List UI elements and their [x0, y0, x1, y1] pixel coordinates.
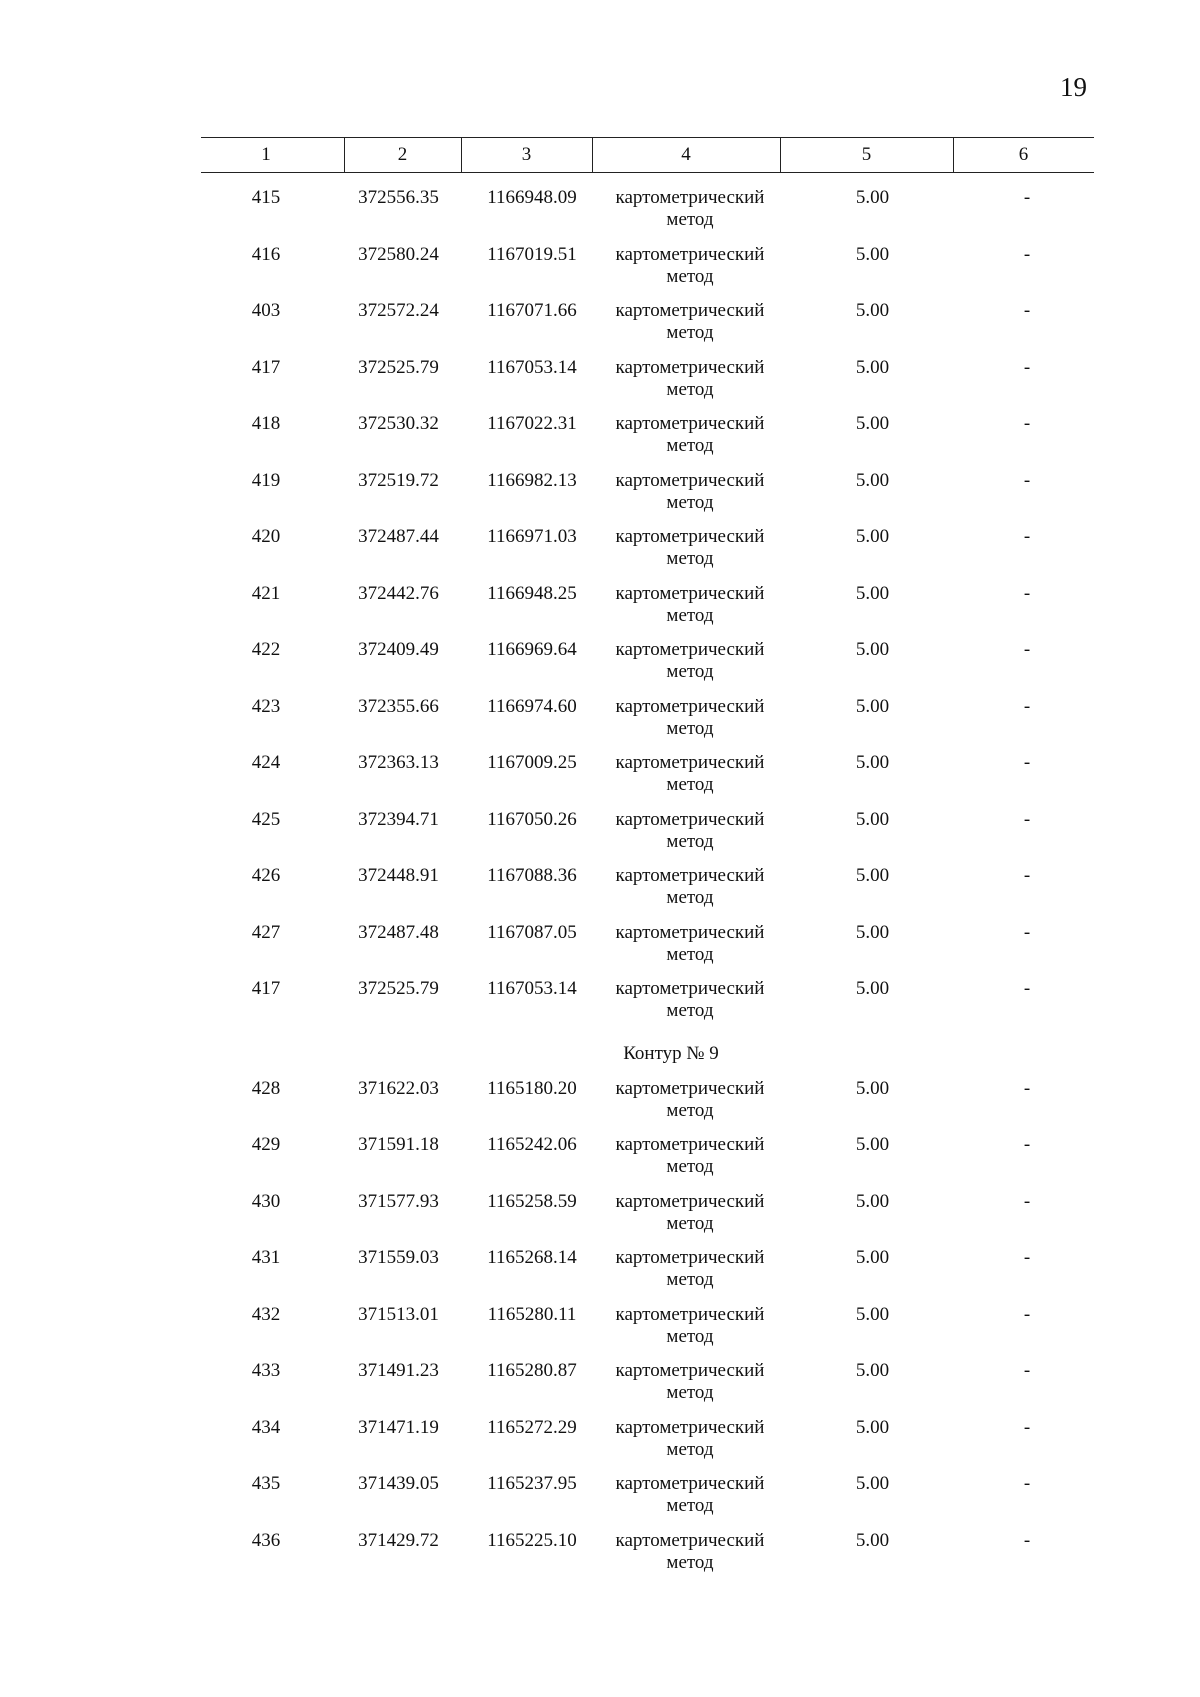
x-coordinate-cell: 372363.13: [358, 752, 439, 773]
method-cell: картометрический метод: [615, 1303, 765, 1347]
accuracy-cell: 5.00: [855, 1077, 890, 1099]
header-col-4: 4: [681, 144, 691, 165]
coordinates-table: [201, 137, 1094, 1586]
y-coordinate-cell: 1165237.95: [487, 1473, 577, 1494]
section-title: [201, 1035, 1094, 1078]
note-cell: -: [1023, 695, 1031, 717]
point-number-cell: 429: [251, 1134, 281, 1155]
y-coordinate-cell: 1166974.60: [487, 695, 577, 717]
point-number-cell: 424: [251, 752, 281, 773]
x-coordinate-cell: 371491.23: [358, 1360, 439, 1381]
point-number-cell: 425: [251, 808, 281, 830]
accuracy-cell: 5.00: [855, 1190, 890, 1212]
y-coordinate-cell: 1165242.06: [487, 1134, 577, 1155]
accuracy-cell: 5.00: [855, 526, 890, 547]
note-cell: -: [1023, 978, 1031, 999]
table-header: [201, 137, 1094, 173]
x-coordinate-cell: 372409.49: [358, 639, 439, 660]
table-row: [201, 187, 1094, 244]
section-title-text: Контур № 9: [623, 1042, 719, 1064]
x-coordinate-cell: 372487.48: [358, 921, 439, 943]
accuracy-cell: 5.00: [855, 1134, 890, 1155]
table-body: [201, 173, 1094, 1586]
point-number-cell: 432: [251, 1303, 281, 1325]
accuracy-cell: 5.00: [855, 865, 890, 886]
table-row: [201, 526, 1094, 583]
accuracy-cell: 5.00: [855, 639, 890, 660]
y-coordinate-cell: 1165272.29: [487, 1416, 577, 1438]
x-coordinate-cell: 372519.72: [358, 469, 439, 491]
method-cell: картометрический метод: [615, 356, 765, 400]
point-number-cell: 427: [251, 921, 281, 943]
note-cell: -: [1023, 526, 1031, 547]
accuracy-cell: 5.00: [855, 356, 890, 378]
point-number-cell: 419: [251, 469, 281, 491]
y-coordinate-cell: 1166948.09: [487, 187, 577, 208]
x-coordinate-cell: 371577.93: [358, 1190, 439, 1212]
y-coordinate-cell: 1166982.13: [487, 469, 577, 491]
table-row: [201, 1304, 1094, 1361]
note-cell: -: [1023, 1247, 1031, 1268]
note-cell: -: [1023, 187, 1031, 208]
method-cell: картометрический метод: [615, 469, 765, 513]
y-coordinate-cell: 1165225.10: [487, 1529, 577, 1551]
table-row: [201, 1078, 1094, 1135]
table-row: [201, 1417, 1094, 1474]
point-number-cell: 428: [251, 1077, 281, 1099]
note-cell: -: [1023, 413, 1031, 434]
accuracy-cell: 5.00: [855, 978, 890, 999]
header-col-5: 5: [861, 144, 872, 165]
method-cell: картометрический метод: [615, 695, 765, 739]
x-coordinate-cell: 372556.35: [358, 187, 439, 208]
point-number-cell: 417: [251, 356, 281, 378]
table-row: [201, 1134, 1094, 1191]
point-number-cell: 431: [251, 1247, 281, 1268]
header-col-6: 6: [1018, 144, 1029, 165]
note-cell: -: [1023, 865, 1031, 886]
note-cell: -: [1023, 243, 1031, 265]
accuracy-cell: 5.00: [855, 752, 890, 773]
point-number-cell: 421: [251, 582, 281, 604]
method-cell: картометрический метод: [615, 526, 765, 569]
accuracy-cell: 5.00: [855, 921, 890, 943]
x-coordinate-cell: 372580.24: [358, 243, 439, 265]
method-cell: картометрический метод: [615, 639, 765, 682]
point-number-cell: 416: [251, 243, 281, 265]
table-row: [201, 752, 1094, 809]
table-row: [201, 1360, 1094, 1417]
accuracy-cell: 5.00: [855, 469, 890, 491]
note-cell: -: [1023, 300, 1031, 321]
table-row: [201, 1530, 1094, 1587]
table-row: [201, 809, 1094, 866]
y-coordinate-cell: 1166948.25: [487, 582, 577, 604]
method-cell: картометрический метод: [615, 300, 765, 343]
y-coordinate-cell: 1167053.14: [487, 978, 577, 999]
method-cell: картометрический метод: [615, 1416, 765, 1460]
x-coordinate-cell: 372448.91: [358, 865, 439, 886]
x-coordinate-cell: 372572.24: [358, 300, 439, 321]
x-coordinate-cell: 371513.01: [358, 1303, 439, 1325]
point-number-cell: 434: [251, 1416, 281, 1438]
point-number-cell: 426: [251, 865, 281, 886]
point-number-cell: 418: [251, 413, 281, 434]
y-coordinate-cell: 1166971.03: [487, 526, 577, 547]
x-coordinate-cell: 372355.66: [358, 695, 439, 717]
x-coordinate-cell: 371429.72: [358, 1529, 439, 1551]
y-coordinate-cell: 1167022.31: [487, 413, 577, 434]
header-col-3: 3: [521, 144, 532, 165]
table-row: [201, 583, 1094, 640]
x-coordinate-cell: 372530.32: [358, 413, 439, 434]
method-cell: картометрический метод: [615, 752, 765, 795]
table-row: [201, 357, 1094, 414]
method-cell: картометрический метод: [615, 921, 765, 965]
method-cell: картометрический метод: [615, 865, 765, 908]
table-row: [201, 470, 1094, 527]
point-number-cell: 430: [251, 1190, 281, 1212]
accuracy-cell: 5.00: [855, 300, 890, 321]
note-cell: -: [1023, 752, 1031, 773]
accuracy-cell: 5.00: [855, 582, 890, 604]
y-coordinate-cell: 1165180.20: [487, 1077, 577, 1099]
note-cell: -: [1023, 1303, 1031, 1325]
note-cell: -: [1023, 1473, 1031, 1494]
accuracy-cell: 5.00: [855, 187, 890, 208]
x-coordinate-cell: 371622.03: [358, 1077, 439, 1099]
x-coordinate-cell: 371591.18: [358, 1134, 439, 1155]
method-cell: картометрический метод: [615, 1247, 765, 1290]
x-coordinate-cell: 372525.79: [358, 356, 439, 378]
method-cell: картометрический метод: [615, 187, 765, 230]
table-row: [201, 696, 1094, 753]
y-coordinate-cell: 1167071.66: [487, 300, 577, 321]
point-number-cell: 417: [251, 978, 281, 999]
table-row: [201, 1473, 1094, 1530]
method-cell: картометрический метод: [615, 1190, 765, 1234]
point-number-cell: 403: [251, 300, 281, 321]
table-row: [201, 1191, 1094, 1248]
y-coordinate-cell: 1167053.14: [487, 356, 577, 378]
point-number-cell: 436: [251, 1529, 281, 1551]
note-cell: -: [1023, 808, 1031, 830]
x-coordinate-cell: 371559.03: [358, 1247, 439, 1268]
y-coordinate-cell: 1167087.05: [487, 921, 577, 943]
table-row: [201, 413, 1094, 470]
y-coordinate-cell: 1167088.36: [487, 865, 577, 886]
method-cell: картометрический метод: [615, 1360, 765, 1403]
y-coordinate-cell: 1165258.59: [487, 1190, 577, 1212]
y-coordinate-cell: 1167019.51: [487, 243, 577, 265]
table-row: [201, 244, 1094, 301]
table-row: [201, 922, 1094, 979]
y-coordinate-cell: 1166969.64: [487, 639, 577, 660]
x-coordinate-cell: 372394.71: [358, 808, 439, 830]
header-col-2: 2: [397, 144, 408, 165]
note-cell: -: [1023, 639, 1031, 660]
note-cell: -: [1023, 1529, 1031, 1551]
x-coordinate-cell: 371471.19: [358, 1416, 439, 1438]
accuracy-cell: 5.00: [855, 695, 890, 717]
x-coordinate-cell: 372442.76: [358, 582, 439, 604]
y-coordinate-cell: 1165280.87: [487, 1360, 577, 1381]
table-row: [201, 639, 1094, 696]
note-cell: -: [1023, 1416, 1031, 1438]
y-coordinate-cell: 1165268.14: [487, 1247, 577, 1268]
method-cell: картометрический метод: [615, 1529, 765, 1573]
table-row: [201, 1247, 1094, 1304]
accuracy-cell: 5.00: [855, 1360, 890, 1381]
method-cell: картометрический метод: [615, 1473, 765, 1516]
method-cell: картометрический метод: [615, 808, 765, 852]
x-coordinate-cell: 372525.79: [358, 978, 439, 999]
header-col-1: 1: [261, 144, 271, 165]
table-row: [201, 978, 1094, 1035]
x-coordinate-cell: 372487.44: [358, 526, 439, 547]
point-number-cell: 415: [251, 187, 281, 208]
note-cell: -: [1023, 1077, 1031, 1099]
method-cell: картометрический метод: [615, 413, 765, 456]
accuracy-cell: 5.00: [855, 808, 890, 830]
point-number-cell: 420: [251, 526, 281, 547]
table-row: [201, 300, 1094, 357]
accuracy-cell: 5.00: [855, 243, 890, 265]
point-number-cell: 433: [251, 1360, 281, 1381]
note-cell: -: [1023, 1360, 1031, 1381]
accuracy-cell: 5.00: [855, 1529, 890, 1551]
note-cell: -: [1023, 356, 1031, 378]
accuracy-cell: 5.00: [855, 1473, 890, 1494]
accuracy-cell: 5.00: [855, 413, 890, 434]
method-cell: картометрический метод: [615, 1077, 765, 1121]
method-cell: картометрический метод: [615, 978, 765, 1021]
method-cell: картометрический метод: [615, 243, 765, 287]
y-coordinate-cell: 1167050.26: [487, 808, 577, 830]
x-coordinate-cell: 371439.05: [358, 1473, 439, 1494]
point-number-cell: 435: [251, 1473, 281, 1494]
table-row: [201, 865, 1094, 922]
y-coordinate-cell: 1167009.25: [487, 752, 577, 773]
method-cell: картометрический метод: [615, 1134, 765, 1177]
note-cell: -: [1023, 1190, 1031, 1212]
y-coordinate-cell: 1165280.11: [487, 1303, 577, 1325]
accuracy-cell: 5.00: [855, 1416, 890, 1438]
accuracy-cell: 5.00: [855, 1247, 890, 1268]
note-cell: -: [1023, 1134, 1031, 1155]
method-cell: картометрический метод: [615, 582, 765, 626]
point-number-cell: 422: [251, 639, 281, 660]
point-number-cell: 423: [251, 695, 281, 717]
note-cell: -: [1023, 469, 1031, 491]
page-number: 19: [1060, 72, 1087, 102]
accuracy-cell: 5.00: [855, 1303, 890, 1325]
note-cell: -: [1023, 921, 1031, 943]
note-cell: -: [1023, 582, 1031, 604]
